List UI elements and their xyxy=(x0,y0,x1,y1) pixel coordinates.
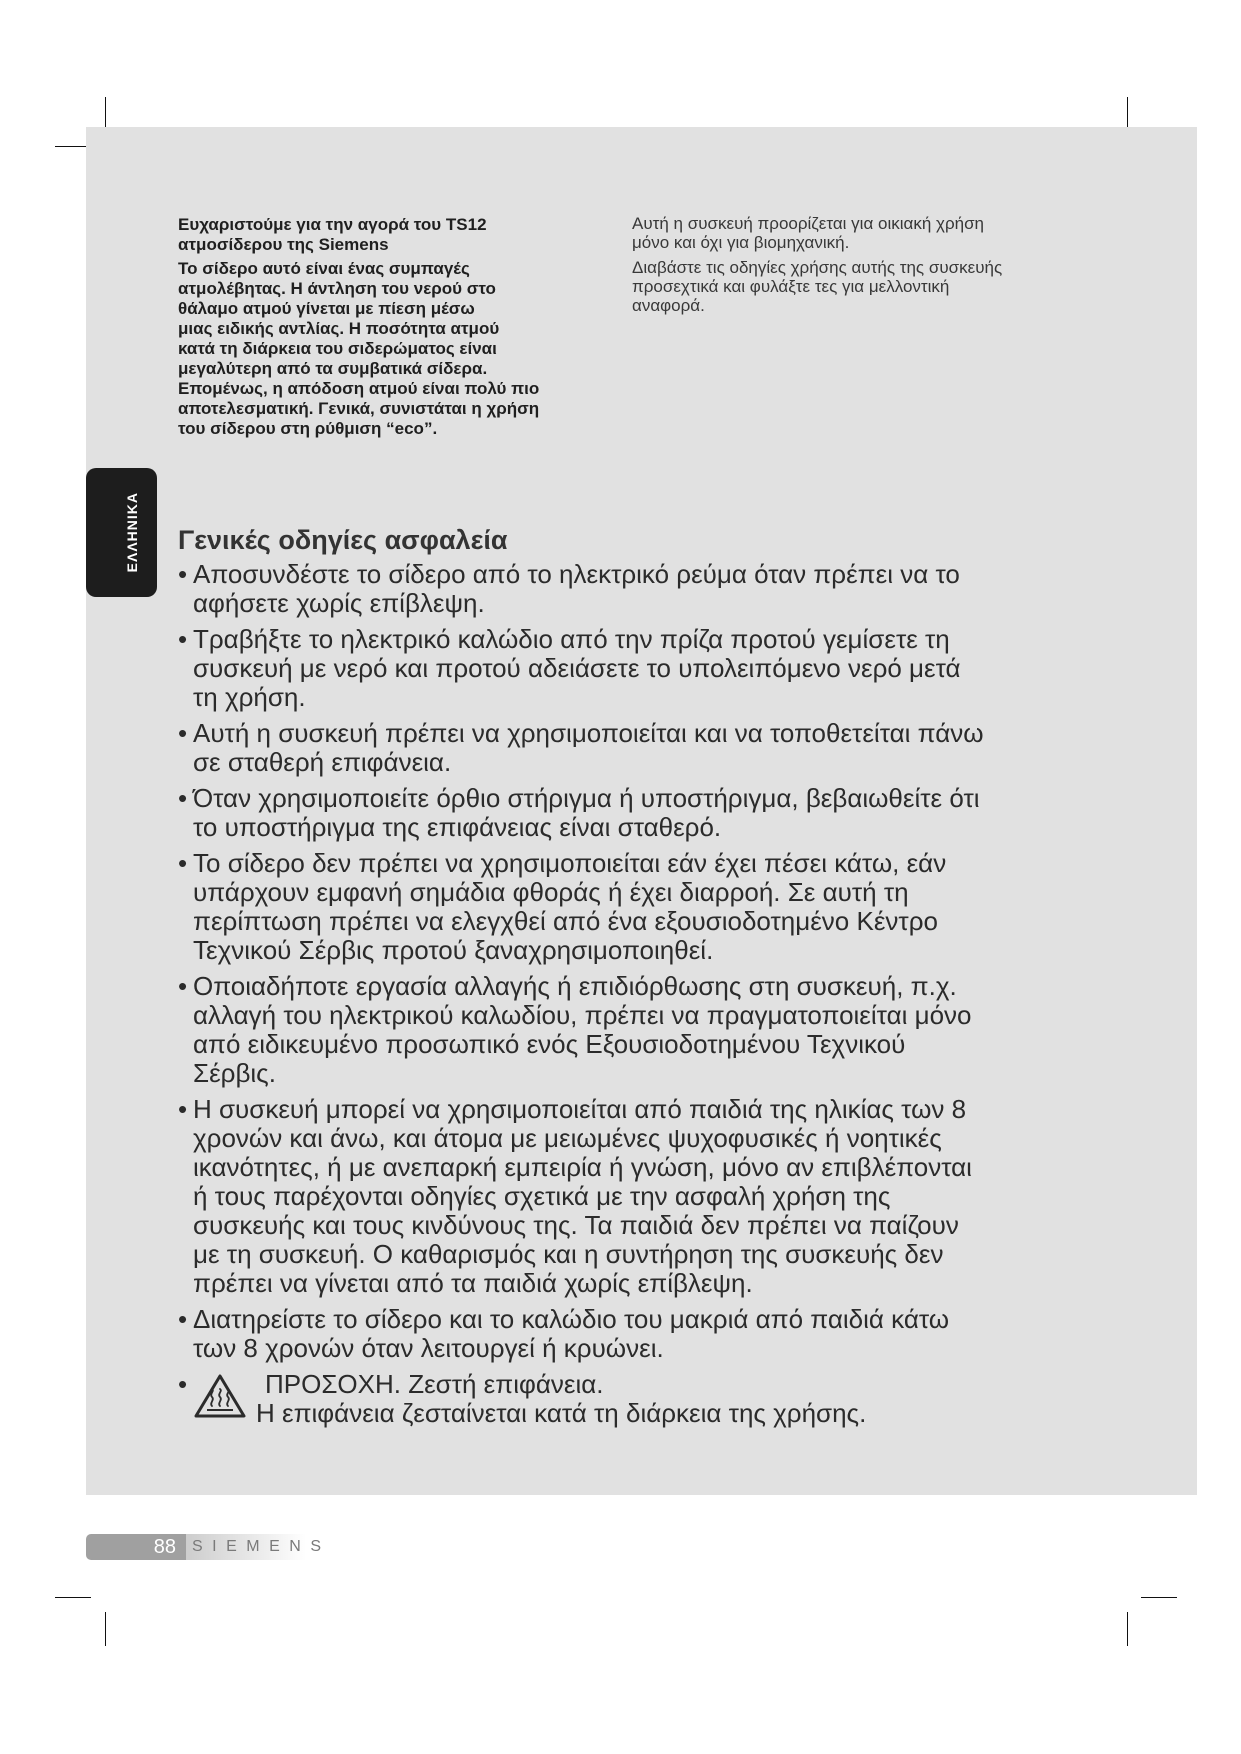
intro-line: μιας ειδικής αντλίας. Η ποσότητα ατμού xyxy=(178,319,500,338)
intro-title xyxy=(178,215,539,255)
safety-item-line: Τραβήξτε το ηλεκτρικό καλώδιο από την πρίζα προτού γεμίσετε τη xyxy=(193,624,950,654)
bullet-marker: • xyxy=(178,1369,188,1399)
safety-item-line: Οποιαδήποτε εργασία αλλαγής ή επιδιόρθωσης στη συσκευή, π.χ. xyxy=(193,971,957,1001)
safety-item xyxy=(178,719,1178,777)
safety-item-line: τη χρήση. xyxy=(193,682,306,712)
safety-item-line: υπάρχουν εμφανή σημάδια φθοράς ή έχει διαρροή. Σε αυτή τη xyxy=(193,877,909,907)
safety-item xyxy=(178,1305,1178,1363)
crop-mark xyxy=(1127,1612,1128,1646)
crop-mark xyxy=(1141,1597,1177,1598)
page-number: 88 xyxy=(86,1534,186,1560)
intro-line: προσεχτικά και φυλάξτε τες για μελλοντική xyxy=(632,277,950,296)
intro-right-column xyxy=(632,214,1002,315)
safety-item-line: αλλαγή του ηλεκτρικού καλωδίου, πρέπει να πραγματοποιείται μόνο xyxy=(193,1000,972,1030)
hot-surface-warning-icon xyxy=(193,1370,256,1428)
intro-line: Διαβάστε τις οδηγίες χρήσης αυτής της συσκευής xyxy=(632,258,1003,277)
intro-paragraph xyxy=(178,259,539,439)
safety-item xyxy=(178,1095,1178,1298)
safety-item-line: ικανότητες, ή με ανεπαρκή εμπειρία ή γνώση, μόνο αν επιβλέπονται xyxy=(193,1152,972,1182)
intro-left-column xyxy=(178,215,539,439)
safety-item-line: των 8 χρονών όταν λειτουργεί ή κρυώνει. xyxy=(193,1333,664,1363)
intro-line: Επομένως, η απόδοση ατμού είναι πολύ πιο xyxy=(178,379,540,398)
intro-line: Ευχαριστούμε για την αγορά του TS12 xyxy=(178,215,487,234)
safety-item-line: πρέπει να γίνεται από τα παιδιά χωρίς επίβλεψη. xyxy=(193,1268,753,1298)
brand-name: SIEMENS xyxy=(192,1538,331,1555)
warning-title: ΠΡΟΣΟΧΗ. Ζεστή επιφάνεια. xyxy=(265,1369,604,1399)
safety-item-line: Σέρβις. xyxy=(193,1058,276,1088)
safety-item-line: Αυτή η συσκευή πρέπει να χρησιμοποιείται και να τοποθετείται πάνω xyxy=(193,718,984,748)
intro-line: θάλαμο ατμού γίνεται με πίεση μέσω xyxy=(178,299,475,318)
safety-item-line: περίπτωση πρέπει να ελεγχθεί από ένα εξουσιοδοτημένο Κέντρο xyxy=(193,906,938,936)
bullet-marker: • xyxy=(178,783,188,813)
safety-item-line: χρονών και άνω, και άτομα με μειωμένες ψυχοφυσικές ή νοητικές xyxy=(193,1123,942,1153)
safety-item-line: Αποσυνδέστε το σίδερο από το ηλεκτρικό ρεύμα όταν πρέπει να το xyxy=(193,559,960,589)
language-tab-label: ΕΛΛΗΝΙΚΑ xyxy=(123,492,140,573)
intro-paragraph xyxy=(632,258,1002,315)
intro-line: Το σίδερο αυτό είναι ένας συμπαγές xyxy=(178,259,470,278)
intro-line: αναφορά. xyxy=(632,296,705,315)
language-tab xyxy=(86,468,157,597)
safety-item-line: ή τους παρέχονται οδηγίες σχετικά με την ασφαλή χρήση της xyxy=(193,1181,891,1211)
bullet-marker: • xyxy=(178,718,188,748)
intro-line: ατμολέβητας. Η άντληση του νερού στο xyxy=(178,279,496,298)
safety-item-line: από ειδικευμένο προσωπικό ενός Εξουσιοδοτημένου Τεχνικού xyxy=(193,1029,906,1059)
safety-item xyxy=(178,784,1178,842)
intro-line: κατά τη διάρκεια του σιδερώματος είναι xyxy=(178,339,497,358)
safety-item xyxy=(178,560,1178,618)
intro-line: του σίδερου στη ρύθμιση “eco”. xyxy=(178,419,438,438)
safety-item-line: με τη συσκευή. Ο καθαρισμός και η συντήρηση της συσκευής δεν xyxy=(193,1239,944,1269)
bullet-marker: • xyxy=(178,1304,188,1334)
intro-line: μεγαλύτερη από τα συμβατικά σίδερα. xyxy=(178,359,488,378)
crop-mark xyxy=(105,97,106,131)
safety-item-line: Το σίδερο δεν πρέπει να χρησιμοποιείται εάν έχει πέσει κάτω, εάν xyxy=(193,848,947,878)
safety-item xyxy=(178,972,1178,1088)
safety-item-line: αφήσετε χωρίς επίβλεψη. xyxy=(193,588,485,618)
safety-item xyxy=(178,849,1178,965)
bullet-marker: • xyxy=(178,971,188,1001)
bullet-marker: • xyxy=(178,559,188,589)
safety-item-line: συσκευή με νερό και προτού αδειάσετε το υπολειπόμενο νερό μετά xyxy=(193,653,961,683)
crop-mark xyxy=(1127,97,1128,131)
safety-item-line: Όταν χρησιμοποιείτε όρθιο στήριγμα ή υποστήριγμα, βεβαιωθείτε ότι xyxy=(193,783,980,813)
safety-item-line: Διατηρείστε το σίδερο και το καλώδιο του μακριά από παιδιά κάτω xyxy=(193,1304,950,1334)
intro-line: ατμοσίδερου της Siemens xyxy=(178,235,389,254)
safety-item xyxy=(178,625,1178,712)
intro-line: αποτελεσματική. Γενικά, συνιστάται η χρήση xyxy=(178,399,540,418)
bullet-marker: • xyxy=(178,624,188,654)
intro-line: Αυτή η συσκευή προορίζεται για οικιακή χρήση xyxy=(632,214,985,233)
crop-mark xyxy=(55,1597,91,1598)
safety-item-line: το υποστήριγμα της επιφάνειας είναι σταθερό. xyxy=(193,812,722,842)
crop-mark xyxy=(105,1612,106,1646)
intro-paragraph xyxy=(632,214,1002,252)
safety-item-warning xyxy=(178,1370,1178,1428)
section-heading: Γενικές οδηγίες ασφαλεία xyxy=(178,525,508,555)
safety-item-line: Η συσκευή μπορεί να χρησιμοποιείται από παιδιά της ηλικίας των 8 xyxy=(193,1094,967,1124)
safety-item-line: σε σταθερή επιφάνεια. xyxy=(193,747,452,777)
bullet-marker: • xyxy=(178,848,188,878)
bullet-marker: • xyxy=(178,1094,188,1124)
intro-line: μόνο και όχι για βιομηχανική. xyxy=(632,233,850,252)
safety-item-line: συσκευής και τους κινδύνους της. Τα παιδιά δεν πρέπει να παίζουν xyxy=(193,1210,959,1240)
warning-text: Η επιφάνεια ζεσταίνεται κατά τη διάρκεια της χρήσης. xyxy=(256,1398,867,1428)
safety-item-line: Τεχνικού Σέρβις προτού ξαναχρησιμοποιηθεί. xyxy=(193,935,714,965)
safety-section xyxy=(178,524,1178,1428)
